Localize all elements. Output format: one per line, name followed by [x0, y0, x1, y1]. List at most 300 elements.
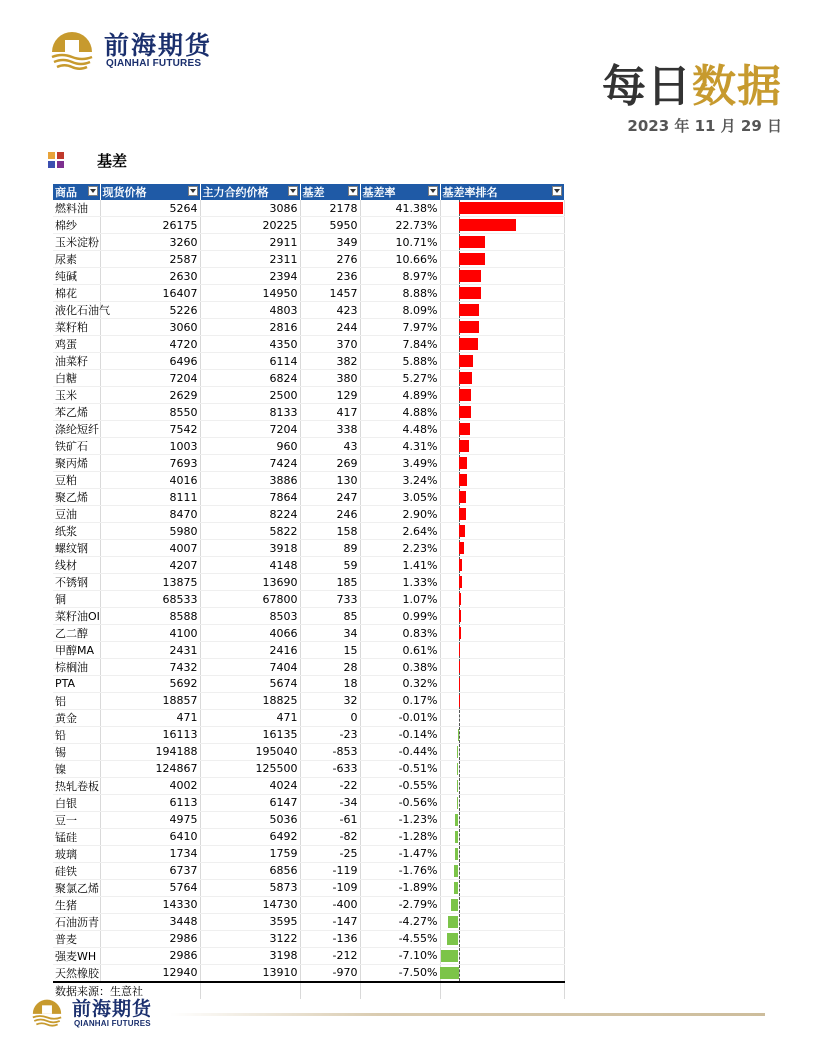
rank-bar-cell — [440, 692, 564, 709]
column-header-spot-price[interactable] — [100, 184, 200, 200]
basis-cell: 59 — [300, 557, 360, 574]
basis-rate-cell: 22.73% — [360, 217, 440, 234]
spot-price-cell: 2629 — [100, 387, 200, 404]
spot-price-cell: 6113 — [100, 794, 200, 811]
table-row — [53, 336, 564, 353]
basis-rate-bar — [459, 576, 462, 588]
spot-price-cell: 1734 — [100, 845, 200, 862]
filter-dropdown-icon[interactable] — [188, 186, 198, 196]
quadrant-plus-icon — [48, 152, 64, 168]
spot-price-cell: 2431 — [100, 642, 200, 659]
bar-axis-line — [459, 965, 460, 981]
basis-rate-cell: 4.88% — [360, 404, 440, 421]
commodity-cell: 螺纹钢 — [53, 540, 100, 557]
footer-brand-name-en: QIANHAI FUTURES — [74, 1019, 151, 1028]
basis-cell: 185 — [300, 574, 360, 591]
table-row — [53, 845, 564, 862]
bar-axis-line — [459, 812, 460, 828]
basis-rate-cell: -1.47% — [360, 845, 440, 862]
main-contract-price-cell: 2416 — [200, 642, 300, 659]
spot-price-cell: 5264 — [100, 200, 200, 217]
commodity-cell: 玉米 — [53, 387, 100, 404]
basis-rate-cell: 0.32% — [360, 676, 440, 693]
rank-bar-cell — [440, 557, 564, 574]
main-contract-price-cell: 7864 — [200, 489, 300, 506]
page-title-part1: 每日 — [602, 61, 692, 112]
column-header-basis-rate-rank[interactable] — [440, 184, 564, 200]
column-header-label: 基差 — [302, 186, 325, 199]
basis-rate-cell: 4.31% — [360, 438, 440, 455]
commodity-cell: 豆一 — [53, 811, 100, 828]
main-contract-price-cell: 2311 — [200, 251, 300, 268]
basis-rate-cell: 0.61% — [360, 642, 440, 659]
rank-bar-cell — [440, 319, 564, 336]
bar-axis-line — [459, 863, 460, 879]
spot-price-cell: 471 — [100, 709, 200, 726]
commodity-cell: 硅铁 — [53, 862, 100, 879]
basis-rate-cell: -1.23% — [360, 811, 440, 828]
main-contract-price-cell: 5036 — [200, 811, 300, 828]
rank-bar-cell — [440, 964, 564, 982]
main-contract-price-cell: 3595 — [200, 913, 300, 930]
basis-rate-bar — [459, 627, 461, 639]
commodity-cell: 镍 — [53, 760, 100, 777]
spot-price-cell: 4002 — [100, 777, 200, 794]
basis-cell: 733 — [300, 591, 360, 608]
basis-cell: -119 — [300, 862, 360, 879]
basis-rate-cell: 3.05% — [360, 489, 440, 506]
brand-emblem-icon — [48, 24, 96, 72]
commodity-cell: 燃料油 — [53, 200, 100, 217]
main-contract-price-cell: 7424 — [200, 455, 300, 472]
basis-rate-bar — [457, 780, 458, 792]
rank-bar-cell — [440, 709, 564, 726]
table-row — [53, 642, 564, 659]
commodity-cell: 天然橡胶 — [53, 964, 100, 982]
basis-rate-cell: 3.49% — [360, 455, 440, 472]
basis-rate-cell: 5.88% — [360, 353, 440, 370]
main-contract-price-cell: 7204 — [200, 421, 300, 438]
rank-bar-cell — [440, 200, 564, 217]
basis-rate-bar — [459, 678, 460, 690]
table-row — [53, 319, 564, 336]
basis-rate-cell: -2.79% — [360, 896, 440, 913]
commodity-cell: 涤纶短纤 — [53, 421, 100, 438]
rank-bar-cell — [440, 608, 564, 625]
commodity-cell: 铜 — [53, 591, 100, 608]
table-row — [53, 862, 564, 879]
basis-rate-cell: 8.88% — [360, 285, 440, 302]
spot-price-cell: 2986 — [100, 947, 200, 964]
basis-rate-bar — [459, 593, 462, 605]
bar-axis-line — [459, 727, 460, 743]
main-contract-price-cell: 2500 — [200, 387, 300, 404]
basis-rate-cell: -7.10% — [360, 947, 440, 964]
rank-bar-cell — [440, 285, 564, 302]
spot-price-cell: 13875 — [100, 574, 200, 591]
commodity-cell: 棉花 — [53, 285, 100, 302]
commodity-cell: 玉米淀粉 — [53, 234, 100, 251]
empty-cell — [300, 982, 360, 999]
main-contract-price-cell: 4350 — [200, 336, 300, 353]
spot-price-cell: 8111 — [100, 489, 200, 506]
commodity-cell: 生猪 — [53, 896, 100, 913]
filter-dropdown-icon[interactable] — [288, 186, 298, 196]
spot-price-cell: 6410 — [100, 828, 200, 845]
spot-price-cell: 2587 — [100, 251, 200, 268]
table-row — [53, 608, 564, 625]
rank-bar-cell — [440, 234, 564, 251]
basis-cell: 85 — [300, 608, 360, 625]
spot-price-cell: 4720 — [100, 336, 200, 353]
rank-bar-cell — [440, 811, 564, 828]
commodity-cell: 聚氯乙烯 — [53, 879, 100, 896]
main-contract-price-cell: 5822 — [200, 523, 300, 540]
column-header-label: 基差率排名 — [442, 186, 498, 199]
table-row — [53, 574, 564, 591]
table-row — [53, 404, 564, 421]
basis-rate-bar — [459, 304, 479, 316]
commodity-cell: 铁矿石 — [53, 438, 100, 455]
rank-bar-cell — [440, 760, 564, 777]
rank-bar-cell — [440, 947, 564, 964]
bar-axis-line — [459, 829, 460, 845]
basis-rate-cell: -0.55% — [360, 777, 440, 794]
table-row — [53, 387, 564, 404]
basis-rate-bar — [459, 236, 486, 248]
basis-rate-bar — [454, 865, 458, 877]
rank-bar-cell — [440, 845, 564, 862]
filter-dropdown-icon[interactable] — [88, 186, 98, 196]
main-contract-price-cell: 2394 — [200, 268, 300, 285]
empty-cell — [200, 982, 300, 999]
table-row — [53, 438, 564, 455]
table-row — [53, 760, 564, 777]
rank-bar-cell — [440, 353, 564, 370]
filter-dropdown-icon[interactable] — [552, 186, 562, 196]
main-contract-price-cell: 8133 — [200, 404, 300, 421]
spot-price-cell: 18857 — [100, 692, 200, 709]
basis-rate-bar — [459, 338, 479, 350]
basis-cell: -136 — [300, 930, 360, 947]
commodity-cell: 线材 — [53, 557, 100, 574]
spot-price-cell: 6496 — [100, 353, 200, 370]
basis-cell: 89 — [300, 540, 360, 557]
column-header-basis-rate[interactable] — [360, 184, 440, 200]
rank-bar-cell — [440, 336, 564, 353]
footer-brand-name-cn: 前海期货 — [72, 998, 153, 1020]
basis-rate-bar — [451, 899, 458, 911]
filter-dropdown-icon[interactable] — [428, 186, 438, 196]
basis-cell: 129 — [300, 387, 360, 404]
table-row — [53, 930, 564, 947]
main-contract-price-cell: 4066 — [200, 625, 300, 642]
spot-price-cell: 8588 — [100, 608, 200, 625]
table-row — [53, 659, 564, 676]
basis-rate-cell: 0.99% — [360, 608, 440, 625]
basis-cell: 247 — [300, 489, 360, 506]
commodity-cell: 甲醇MA — [53, 642, 100, 659]
rank-bar-cell — [440, 506, 564, 523]
basis-rate-bar — [459, 372, 472, 384]
table-row — [53, 879, 564, 896]
basis-rate-bar — [459, 525, 466, 537]
table-row — [53, 370, 564, 387]
basis-rate-cell: -1.28% — [360, 828, 440, 845]
basis-rate-cell: -0.14% — [360, 726, 440, 743]
table-row — [53, 709, 564, 726]
basis-cell: 5950 — [300, 217, 360, 234]
basis-table — [53, 184, 565, 999]
basis-rate-cell: -1.76% — [360, 862, 440, 879]
rank-bar-cell — [440, 489, 564, 506]
main-contract-price-cell: 18825 — [200, 692, 300, 709]
main-contract-price-cell: 2816 — [200, 319, 300, 336]
column-header-basis[interactable] — [300, 184, 360, 200]
basis-rate-cell: 2.64% — [360, 523, 440, 540]
rank-bar-cell — [440, 438, 564, 455]
spot-price-cell: 16407 — [100, 285, 200, 302]
table-row — [53, 591, 564, 608]
basis-rate-bar — [459, 389, 471, 401]
table-row — [53, 217, 564, 234]
table-row — [53, 540, 564, 557]
rank-bar-cell — [440, 777, 564, 794]
main-contract-price-cell: 13690 — [200, 574, 300, 591]
basis-cell: 338 — [300, 421, 360, 438]
bar-axis-line — [459, 710, 460, 726]
basis-rate-bar — [459, 440, 470, 452]
basis-rate-bar — [459, 457, 468, 469]
commodity-cell: 菜籽油OI — [53, 608, 100, 625]
commodity-cell: 液化石油气 — [53, 302, 100, 319]
table-header-row — [53, 184, 564, 200]
commodity-cell: 聚丙烯 — [53, 455, 100, 472]
spot-price-cell: 4100 — [100, 625, 200, 642]
commodity-cell: 玻璃 — [53, 845, 100, 862]
basis-cell: 34 — [300, 625, 360, 642]
basis-cell: -82 — [300, 828, 360, 845]
commodity-cell: 铅 — [53, 726, 100, 743]
basis-cell: 370 — [300, 336, 360, 353]
spot-price-cell: 3448 — [100, 913, 200, 930]
basis-rate-cell: 10.66% — [360, 251, 440, 268]
rank-bar-cell — [440, 896, 564, 913]
rank-bar-cell — [440, 794, 564, 811]
basis-cell: -400 — [300, 896, 360, 913]
spot-price-cell: 26175 — [100, 217, 200, 234]
basis-rate-bar — [448, 916, 459, 928]
rank-bar-cell — [440, 862, 564, 879]
rank-bar-cell — [440, 455, 564, 472]
commodity-cell: 纯碱 — [53, 268, 100, 285]
main-contract-price-cell: 960 — [200, 438, 300, 455]
basis-rate-bar — [459, 253, 486, 265]
basis-rate-bar — [457, 746, 458, 758]
basis-cell: -970 — [300, 964, 360, 982]
spot-price-cell: 4207 — [100, 557, 200, 574]
column-header-label: 商品 — [55, 186, 77, 199]
spot-price-cell: 4007 — [100, 540, 200, 557]
column-header-label: 基差率 — [362, 186, 396, 199]
filter-dropdown-icon[interactable] — [348, 186, 358, 196]
empty-cell — [440, 982, 564, 999]
basis-rate-bar — [457, 797, 458, 809]
page-title-part2: 数据 — [692, 61, 782, 112]
basis-rate-bar — [459, 423, 470, 435]
basis-cell: 130 — [300, 472, 360, 489]
main-contract-price-cell: 7404 — [200, 659, 300, 676]
table-row — [53, 421, 564, 438]
table-row — [53, 777, 564, 794]
main-contract-price-cell: 6114 — [200, 353, 300, 370]
commodity-cell: 铝 — [53, 692, 100, 709]
spot-price-cell: 16113 — [100, 726, 200, 743]
basis-rate-cell: 10.71% — [360, 234, 440, 251]
spot-price-cell: 5764 — [100, 879, 200, 896]
table-row — [53, 251, 564, 268]
rank-bar-cell — [440, 268, 564, 285]
commodity-cell: PTA — [53, 676, 100, 693]
basis-rate-cell: -4.27% — [360, 913, 440, 930]
commodity-cell: 白银 — [53, 794, 100, 811]
spot-price-cell: 6737 — [100, 862, 200, 879]
spot-price-cell: 7693 — [100, 455, 200, 472]
basis-rate-bar — [459, 644, 461, 656]
rank-bar-cell — [440, 217, 564, 234]
basis-cell: 158 — [300, 523, 360, 540]
commodity-cell: 菜籽粕 — [53, 319, 100, 336]
basis-cell: 236 — [300, 268, 360, 285]
basis-rate-cell: 41.38% — [360, 200, 440, 217]
main-contract-price-cell: 16135 — [200, 726, 300, 743]
basis-cell: 269 — [300, 455, 360, 472]
rank-bar-cell — [440, 591, 564, 608]
bar-axis-line — [459, 795, 460, 811]
basis-rate-cell: 0.38% — [360, 659, 440, 676]
main-contract-price-cell: 6492 — [200, 828, 300, 845]
bar-axis-line — [459, 880, 460, 896]
commodity-cell: 石油沥青 — [53, 913, 100, 930]
table-row — [53, 947, 564, 964]
basis-cell: -212 — [300, 947, 360, 964]
spot-price-cell: 3260 — [100, 234, 200, 251]
main-contract-price-cell: 3122 — [200, 930, 300, 947]
main-contract-price-cell: 4803 — [200, 302, 300, 319]
report-date: 2023 年 11 月 29 日 — [627, 117, 782, 135]
main-contract-price-cell: 14730 — [200, 896, 300, 913]
main-contract-price-cell: 67800 — [200, 591, 300, 608]
main-contract-price-cell: 6824 — [200, 370, 300, 387]
basis-rate-cell: 8.09% — [360, 302, 440, 319]
basis-cell: 18 — [300, 676, 360, 693]
spot-price-cell: 4016 — [100, 472, 200, 489]
bar-axis-line — [459, 846, 460, 862]
basis-rate-bar — [459, 202, 563, 214]
rank-bar-cell — [440, 642, 564, 659]
basis-rate-bar — [459, 610, 461, 622]
table-row — [53, 625, 564, 642]
main-contract-price-cell: 8503 — [200, 608, 300, 625]
column-header-main-contract-price[interactable] — [200, 184, 300, 200]
basis-rate-cell: 1.41% — [360, 557, 440, 574]
main-contract-price-cell: 3198 — [200, 947, 300, 964]
commodity-cell: 乙二醇 — [53, 625, 100, 642]
basis-cell: -853 — [300, 743, 360, 760]
rank-bar-cell — [440, 726, 564, 743]
basis-rate-cell: 1.33% — [360, 574, 440, 591]
main-contract-price-cell: 1759 — [200, 845, 300, 862]
basis-cell: 43 — [300, 438, 360, 455]
rank-bar-cell — [440, 743, 564, 760]
main-contract-price-cell: 4148 — [200, 557, 300, 574]
basis-rate-bar — [447, 933, 458, 945]
basis-rate-bar — [441, 950, 459, 962]
table-row — [53, 234, 564, 251]
basis-rate-cell: 1.07% — [360, 591, 440, 608]
table-row — [53, 302, 564, 319]
basis-cell: 244 — [300, 319, 360, 336]
basis-rate-cell: 2.23% — [360, 540, 440, 557]
rank-bar-cell — [440, 421, 564, 438]
spot-price-cell: 3060 — [100, 319, 200, 336]
bar-axis-line — [459, 914, 460, 930]
basis-cell: 2178 — [300, 200, 360, 217]
basis-rate-bar — [459, 287, 481, 299]
table-row — [53, 268, 564, 285]
spot-price-cell: 7542 — [100, 421, 200, 438]
basis-rate-bar — [455, 831, 458, 843]
table-row — [53, 828, 564, 845]
commodity-cell: 油菜籽 — [53, 353, 100, 370]
rank-bar-cell — [440, 251, 564, 268]
bar-axis-line — [459, 948, 460, 964]
rank-bar-cell — [440, 574, 564, 591]
rank-bar-cell — [440, 523, 564, 540]
main-contract-price-cell: 5873 — [200, 879, 300, 896]
basis-rate-bar — [459, 474, 467, 486]
basis-rate-bar — [459, 491, 467, 503]
footer-divider — [170, 1013, 765, 1016]
main-contract-price-cell: 8224 — [200, 506, 300, 523]
table-row — [53, 964, 564, 982]
table-row — [53, 743, 564, 760]
spot-price-cell: 194188 — [100, 743, 200, 760]
basis-rate-cell: 0.17% — [360, 692, 440, 709]
page-title — [602, 50, 782, 114]
section-title: 基差 — [97, 152, 128, 170]
table-row — [53, 472, 564, 489]
basis-table-container — [53, 184, 564, 999]
commodity-cell: 强麦WH — [53, 947, 100, 964]
column-header-commodity[interactable] — [53, 184, 100, 200]
commodity-cell: 普麦 — [53, 930, 100, 947]
main-contract-price-cell: 195040 — [200, 743, 300, 760]
main-contract-price-cell: 6147 — [200, 794, 300, 811]
table-row — [53, 455, 564, 472]
main-contract-price-cell: 2911 — [200, 234, 300, 251]
basis-rate-bar — [459, 355, 474, 367]
basis-rate-cell: 5.27% — [360, 370, 440, 387]
basis-cell: -109 — [300, 879, 360, 896]
data-source-note: 数据来源：生意社 — [53, 982, 200, 999]
basis-cell: 246 — [300, 506, 360, 523]
basis-rate-cell: -1.89% — [360, 879, 440, 896]
basis-rate-cell: 0.83% — [360, 625, 440, 642]
basis-rate-cell: 7.84% — [360, 336, 440, 353]
bar-axis-line — [459, 931, 460, 947]
basis-rate-bar — [459, 542, 465, 554]
